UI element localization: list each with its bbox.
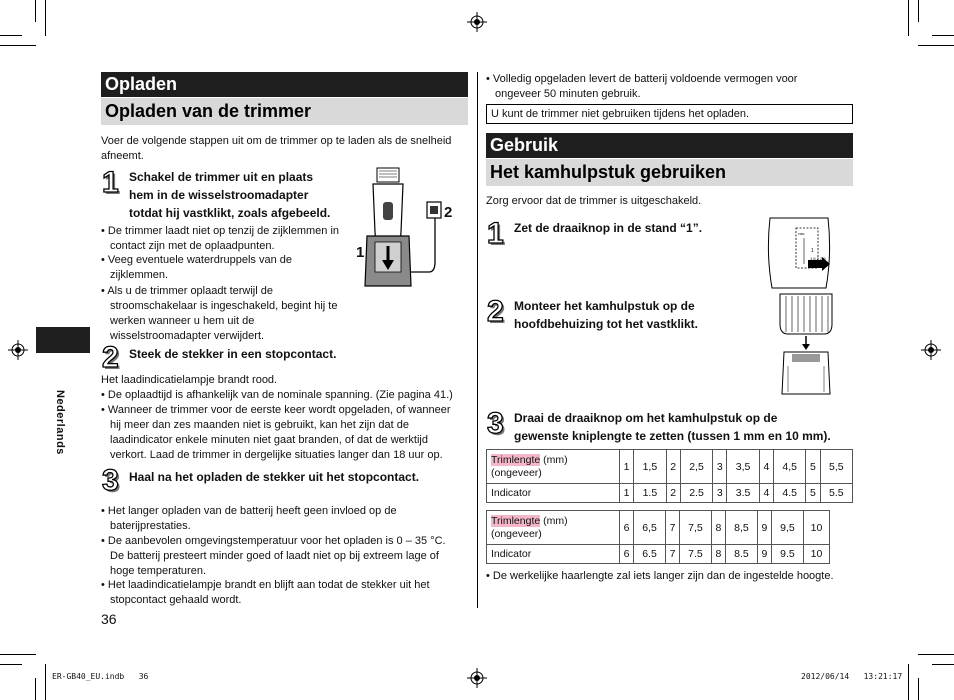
step-number: 1 [487,217,504,250]
crop-mark [908,664,909,700]
table-cell: 1 [620,450,634,484]
step-number: 3 [487,407,504,440]
table-cell: 7,5 [680,511,712,545]
table-cell: 1.5 [634,484,666,503]
registration-mark-icon [467,668,487,688]
table-cell: 8.5 [725,545,757,564]
table-row [487,545,830,564]
table-cell: 4 [759,450,773,484]
step-text: Het laadindicatielampje brandt rood. [101,374,278,386]
table-header-cell: Indicator [487,484,620,503]
table-cell: 8 [711,545,725,564]
table-cell: 6.5 [634,545,666,564]
step-number: 2 [487,295,504,328]
table-row [487,484,853,503]
table-cell: 10 [803,511,829,545]
note-box: U kunt de trimmer niet gebruiken tijdens het opladen. [486,104,853,124]
trim-length-table [486,449,853,503]
table-cell: 6,5 [634,511,666,545]
table-cell: 9.5 [771,545,803,564]
table-cell: 6 [620,545,634,564]
figure-label: 2 [444,204,453,221]
step-title: Haal na het opladen de stekker uit het stopcontact. [129,470,420,484]
page-number: 36 [101,611,117,627]
table-cell: 7.5 [680,545,712,564]
crop-mark [0,45,36,46]
bullet-item: • De trimmer laadt niet op tenzij de zijklemmen in contact zijn met de oplaadpunten. [101,225,340,252]
intro-text: Zorg ervoor dat de trimmer is uitgeschakeld. [486,195,702,207]
bullet-item: • De werkelijke haarlengte zal iets langer zijn dan de ingestelde hoogte. [486,570,834,582]
trim-length-label: Trimlengte [491,453,541,466]
svg-text:1: 1 [811,248,814,254]
crop-mark [908,0,909,36]
table-cell: 9 [757,511,771,545]
bullet-item: • De aanbevolen omgevingstemperatuur voor het opladen is 0 – 35 °C. De batterij presteert minder goed of laadt niet op bij extreem lage of hoge temperaturen. [101,535,446,577]
crop-mark [918,678,919,700]
table-cell: 9 [757,545,771,564]
table-cell: 3,5 [727,450,759,484]
registration-mark-icon [467,12,487,32]
step-number: 2 [102,341,119,374]
step-title: Draai de draaiknop om het kamhulpstuk op de gewenste kniplengte te zetten (tussen 1 mm en 10 mm). [514,411,831,443]
crop-mark [918,45,954,46]
crop-mark [0,654,36,655]
table-cell: 9,5 [771,511,803,545]
step-title: Monteer het kamhulpstuk op de hoofdbehuizing tot het vastklikt. [514,299,698,331]
crop-mark [918,0,919,22]
trim-length-label: Trimlengte [491,514,541,527]
bullet-item: • Veeg eventuele waterdruppels van de zijklemmen. [101,254,292,281]
language-label: Nederlands [54,390,66,455]
bullet-item: • Volledig opgeladen levert de batterij voldoende vermogen voor ongeveer 50 minuten gebruik. [486,73,798,100]
crop-mark [45,0,46,36]
section-header: Opladen [101,72,468,97]
table-cell: 2.5 [680,484,712,503]
registration-mark-icon [921,340,941,360]
trim-length-table [486,510,830,564]
table-header-cell: Indicator [487,545,620,564]
column-divider [477,72,478,608]
section-header: Gebruik [486,133,853,158]
trimmer-charging-illustration [355,162,460,290]
footer-file: ER-GB40_EU.indb 36 [52,672,149,681]
bullet-item: • Het laadindicatielampje brandt en blijft aan todat de stekker uit het stopcontact gehaald wordt. [101,579,430,606]
step-number: 1 [102,166,119,199]
crop-mark [0,664,22,665]
table-row [487,450,853,484]
crop-mark [932,664,954,665]
table-cell: 5,5 [820,450,852,484]
bullet-item: • Wanneer de trimmer voor de eerste keer wordt opgeladen, of wanneer hij meer dan zes maanden niet is gebruikt, kan het zijn dat de laadindicator enkele minuten niet gaat branden, of dat de werktijd verkort. Laad de trimmer in dergelijke situaties langer dan 18 uur op. [101,404,451,461]
step-number: 3 [102,464,119,497]
intro-text: Voer de volgende stappen uit om de trimmer op te laden als de snelheid afneemt. [101,135,452,162]
table-cell: 5 [806,450,820,484]
footer-timestamp: 2012/06/14 13:21:17 [801,672,903,681]
comb-attachment-illustration [774,292,838,396]
crop-mark [35,0,36,22]
table-cell: 2 [666,484,680,503]
crop-mark [35,678,36,700]
step-title: Schakel de trimmer uit en plaats hem in de wisselstroomadapter totdat hij vastklikt, zoals afgebeeld. [129,170,331,220]
table-cell: 4.5 [773,484,805,503]
figure-label: 1 [356,244,365,261]
table-cell: 7 [665,511,679,545]
svg-text:1.5 2 2.5: 1.5 2 2.5 [810,256,826,261]
registration-mark-icon [8,340,28,360]
table-header-cell: Trimlengte (mm) (ongeveer) [487,511,620,545]
svg-text:ᵀᴿᴵᴹ: ᵀᴿᴵᴹ [798,232,805,237]
crop-mark [932,35,954,36]
table-header-cell: Trimlengte (mm) (ongeveer) [487,450,620,484]
table-cell: 7 [665,545,679,564]
bullet-item: • De oplaadtijd is afhankelijk van de nominale spanning. (Zie pagina 41.) [101,389,453,401]
table-cell: 6 [620,511,634,545]
step-title: Zet de draaiknop in de stand “1”. [514,221,703,235]
table-cell: 8 [711,511,725,545]
table-cell: 10 [803,545,829,564]
table-cell: 3 [713,484,727,503]
crop-mark [45,664,46,700]
sub-header: Opladen van de trimmer [101,98,468,125]
table-cell: 4 [759,484,773,503]
table-cell: 1,5 [634,450,666,484]
table-cell: 2,5 [680,450,712,484]
table-cell: 4,5 [773,450,805,484]
table-cell: 3.5 [727,484,759,503]
bullet-item: • Het langer opladen van de batterij heeft geen invloed op de baterijprestaties. [101,505,397,532]
table-cell: 8,5 [725,511,757,545]
table-cell: 2 [666,450,680,484]
table-cell: 3 [713,450,727,484]
language-tab [36,327,90,353]
table-row [487,511,830,545]
sub-header: Het kamhulpstuk gebruiken [486,159,853,186]
dial-illustration [766,214,838,290]
bullet-item: • Als u de trimmer oplaadt terwijl de stroomschakelaar is ingeschakeld, begint hij te werken wanneer u hem uit de wisselstroomadapter verwijdert. [101,285,338,342]
crop-mark [0,35,22,36]
step-title: Steek de stekker in een stopcontact. [129,347,337,361]
table-cell: 1 [620,484,634,503]
table-cell: 5.5 [820,484,852,503]
crop-mark [918,654,954,655]
table-cell: 5 [806,484,820,503]
